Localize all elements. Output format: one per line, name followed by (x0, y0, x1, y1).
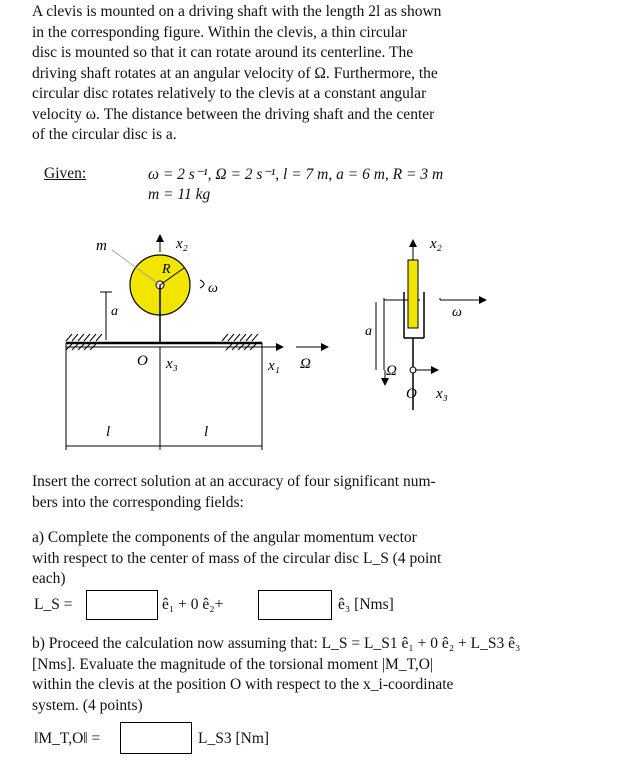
clevis-figure (0, 210, 621, 480)
label-O: O (137, 353, 148, 369)
given-values: ω = 2 s⁻¹, Ω = 2 s⁻¹, l = 7 m, a = 6 m, R = 3 m (148, 166, 444, 183)
label-a-right: a (365, 324, 372, 339)
problem-line: velocity ω. The distance between the driving shaft and the center (32, 105, 435, 123)
part-b-unit: L_S3 [Nm] (198, 730, 270, 747)
instruction-line: bers into the corresponding fields: (32, 493, 244, 511)
label-l2: l (204, 424, 209, 440)
problem-line: circular disc rotates relatively to the clevis at a constant angular (32, 85, 427, 102)
side-view (365, 236, 486, 410)
label-x1: x₁ (268, 358, 280, 374)
label-omega: ω (208, 281, 218, 296)
given-mass: m = 11 kg (148, 186, 211, 203)
label-x2-right: x₂ (430, 236, 442, 252)
part-b-line: within the clevis at the position O with respect to the x_i-coordinate (32, 676, 454, 693)
label-O-right: O (406, 386, 417, 402)
part-a-text (32, 528, 592, 590)
label-Omega: Ω (300, 356, 311, 372)
part-a-label: L_S = (34, 596, 73, 613)
part-b-label: ‖M_T,O‖ = (34, 730, 101, 747)
torsional-moment-input[interactable] (120, 722, 192, 754)
part-a-term2: ê₃ [Nms] (338, 596, 394, 613)
problem-line: of the circular disc is a. (32, 126, 177, 143)
problem-text (32, 2, 592, 146)
part-b-line: [Nms]. Evaluate the magnitude of the torsional moment |M_T,O| (32, 655, 434, 673)
label-m: m (96, 238, 107, 254)
part-a-line: with respect to the center of mass of the circular disc L_S (4 point (32, 549, 442, 567)
problem-line: disc is mounted so that it can rotate around its centerline. The (32, 44, 414, 61)
instruction-line: Insert the correct solution at an accuracy of four significant num- (32, 473, 436, 490)
label-R: R (162, 262, 171, 277)
label-x2: x₂ (176, 236, 188, 252)
ls3-input[interactable] (258, 590, 332, 620)
label-omega-right: ω (452, 305, 462, 320)
part-a-term1: ê₁ + 0 ê₂+ (162, 596, 224, 613)
part-a-line: each) (32, 570, 66, 587)
instructions (32, 472, 592, 513)
ls1-input[interactable] (86, 590, 158, 620)
label-l1: l (106, 424, 111, 440)
label-x3: x₃ (166, 356, 178, 372)
label-Omega-right: Ω (386, 363, 397, 379)
part-a-line: a) Complete the components of the angular momentum vector (32, 529, 417, 546)
problem-line: A clevis is mounted on a driving shaft with the length 2l as shown (32, 3, 442, 20)
problem-line: in the corresponding figure. Within the clevis, a thin circular (32, 23, 407, 41)
given-label: Given: (44, 165, 87, 182)
label-x3-right: x₃ (436, 386, 448, 402)
part-b-line: system. (4 points) (32, 696, 143, 714)
part-b-text (32, 634, 592, 716)
problem-line: driving shaft rotates at an angular velocity of Ω. Furthermore, the (32, 64, 438, 82)
part-b-line: b) Proceed the calculation now assuming that: L_S = L_S1 ê₁ + 0 ê₂ + L_S3 ê₃ (32, 635, 521, 652)
label-a: a (111, 304, 118, 319)
